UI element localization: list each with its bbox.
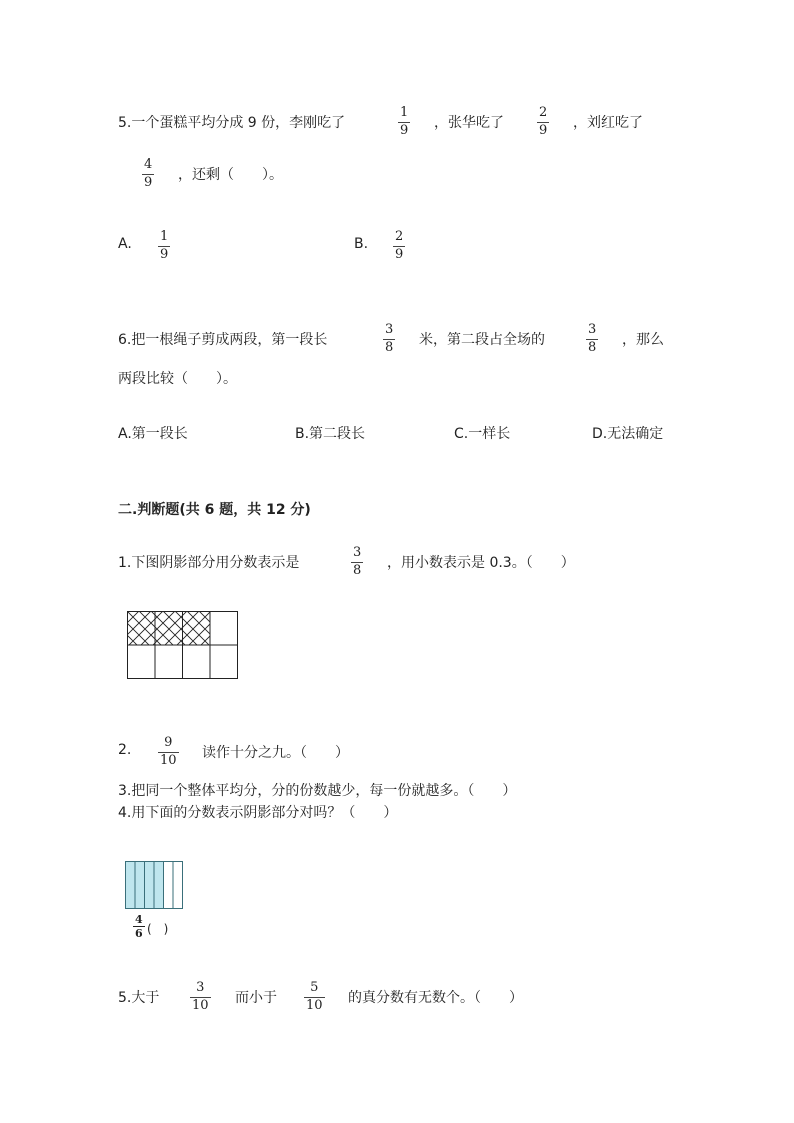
- q6-fraction-2: [586, 323, 598, 355]
- grid-cell: [183, 645, 211, 679]
- shaded-strip-part: [126, 862, 136, 909]
- q6-text-line2: 两段比较（ ）。: [118, 371, 237, 387]
- q6-fraction-1: [383, 323, 395, 355]
- denominator: 8: [353, 563, 362, 578]
- denominator: 9: [144, 175, 153, 190]
- j5-text-2: 而小于: [235, 990, 277, 1006]
- q6-text-2: 米，第二段占全场的: [419, 332, 545, 348]
- j5-text-1: 5.大于: [118, 990, 160, 1006]
- denominator: 8: [385, 340, 394, 355]
- q5-option-b-label: B.: [354, 236, 369, 252]
- denominator: 10: [192, 998, 209, 1013]
- grid-cell: [210, 612, 238, 646]
- q5-text-1: 5.一个蛋糕平均分成 9 份，李刚吃了: [118, 115, 346, 131]
- shaded-cell: [155, 612, 183, 646]
- numerator: 1: [400, 105, 409, 120]
- numerator: 3: [588, 322, 597, 337]
- q6-option-a: A.第一段长: [118, 426, 188, 442]
- grid-cell: [128, 645, 156, 679]
- q6-option-c: C.一样长: [454, 426, 511, 442]
- j4-text: 4.用下面的分数表示阴影部分对吗？（ ）: [118, 805, 398, 821]
- q5-fraction-1: [398, 106, 410, 138]
- denominator: 9: [395, 247, 404, 262]
- shaded-cell: [183, 612, 211, 646]
- denominator: 10: [306, 998, 323, 1013]
- numerator: 3: [353, 545, 362, 560]
- q5-text-2: ，张华吃了: [434, 115, 504, 131]
- grid-cell: [210, 645, 238, 679]
- q5-option-a-label: A.: [118, 236, 132, 252]
- j1-text-2: ，用小数表示是 0.3。（ ）: [387, 555, 575, 571]
- grid-cell: [155, 645, 183, 679]
- j2-text: 读作十分之九。（ ）: [202, 745, 349, 761]
- denominator: 9: [539, 123, 548, 138]
- q6-option-d: D.无法确定: [592, 426, 664, 442]
- q5-fraction-2: [537, 106, 549, 138]
- strip-part: [173, 862, 183, 909]
- numerator: 4: [135, 913, 143, 926]
- q5-text-3: ，刘红吃了: [573, 115, 643, 131]
- j2-label: 2.: [118, 742, 132, 758]
- shaded-strip-part: [135, 862, 145, 909]
- q5-option-b-fraction: [393, 230, 405, 262]
- q5-text-4: ，还剩（ ）。: [178, 167, 283, 183]
- denominator: 9: [160, 247, 169, 262]
- numerator: 2: [539, 105, 548, 120]
- j1-text-1: 1.下图阴影部分用分数表示是: [118, 555, 300, 571]
- judgement-3-text: 3.把同一个整体平均分，分的份数越少，每一份就越多。（ ）: [118, 783, 517, 799]
- q5-option-a-fraction: [158, 230, 170, 262]
- denominator: 8: [588, 340, 597, 355]
- numerator: 4: [144, 157, 153, 172]
- q6-text-1: 6.把一根绳子剪成两段，第一段长: [118, 332, 328, 348]
- j2-fraction: [158, 736, 179, 768]
- denominator: 9: [400, 123, 409, 138]
- numerator: 3: [196, 980, 205, 995]
- shaded-grid-figure: [127, 611, 239, 679]
- j4-answer-paren: ( ): [147, 922, 169, 936]
- j1-fraction: [351, 546, 363, 578]
- denominator: 6: [135, 927, 143, 940]
- q5-fraction-3: [142, 158, 154, 190]
- shaded-cell: [128, 612, 156, 646]
- j4-answer-fraction: [133, 914, 145, 939]
- j5-fraction-1: [190, 981, 211, 1013]
- numerator: 3: [385, 322, 394, 337]
- j5-fraction-2: [304, 981, 325, 1013]
- q6-text-3: ，那么: [622, 332, 664, 348]
- q6-option-b: B.第二段长: [295, 426, 366, 442]
- numerator: 5: [310, 980, 319, 995]
- j5-text-3: 的真分数有无数个。（ ）: [348, 990, 523, 1006]
- strip-part: [164, 862, 174, 909]
- numerator: 1: [160, 229, 169, 244]
- denominator: 10: [160, 753, 177, 768]
- section-heading: 二.判断题(共 6 题，共 12 分): [118, 502, 311, 518]
- shaded-strip-figure: [125, 861, 183, 909]
- numerator: 9: [164, 735, 173, 750]
- numerator: 2: [395, 229, 404, 244]
- shaded-strip-part: [154, 862, 164, 909]
- shaded-strip-part: [145, 862, 155, 909]
